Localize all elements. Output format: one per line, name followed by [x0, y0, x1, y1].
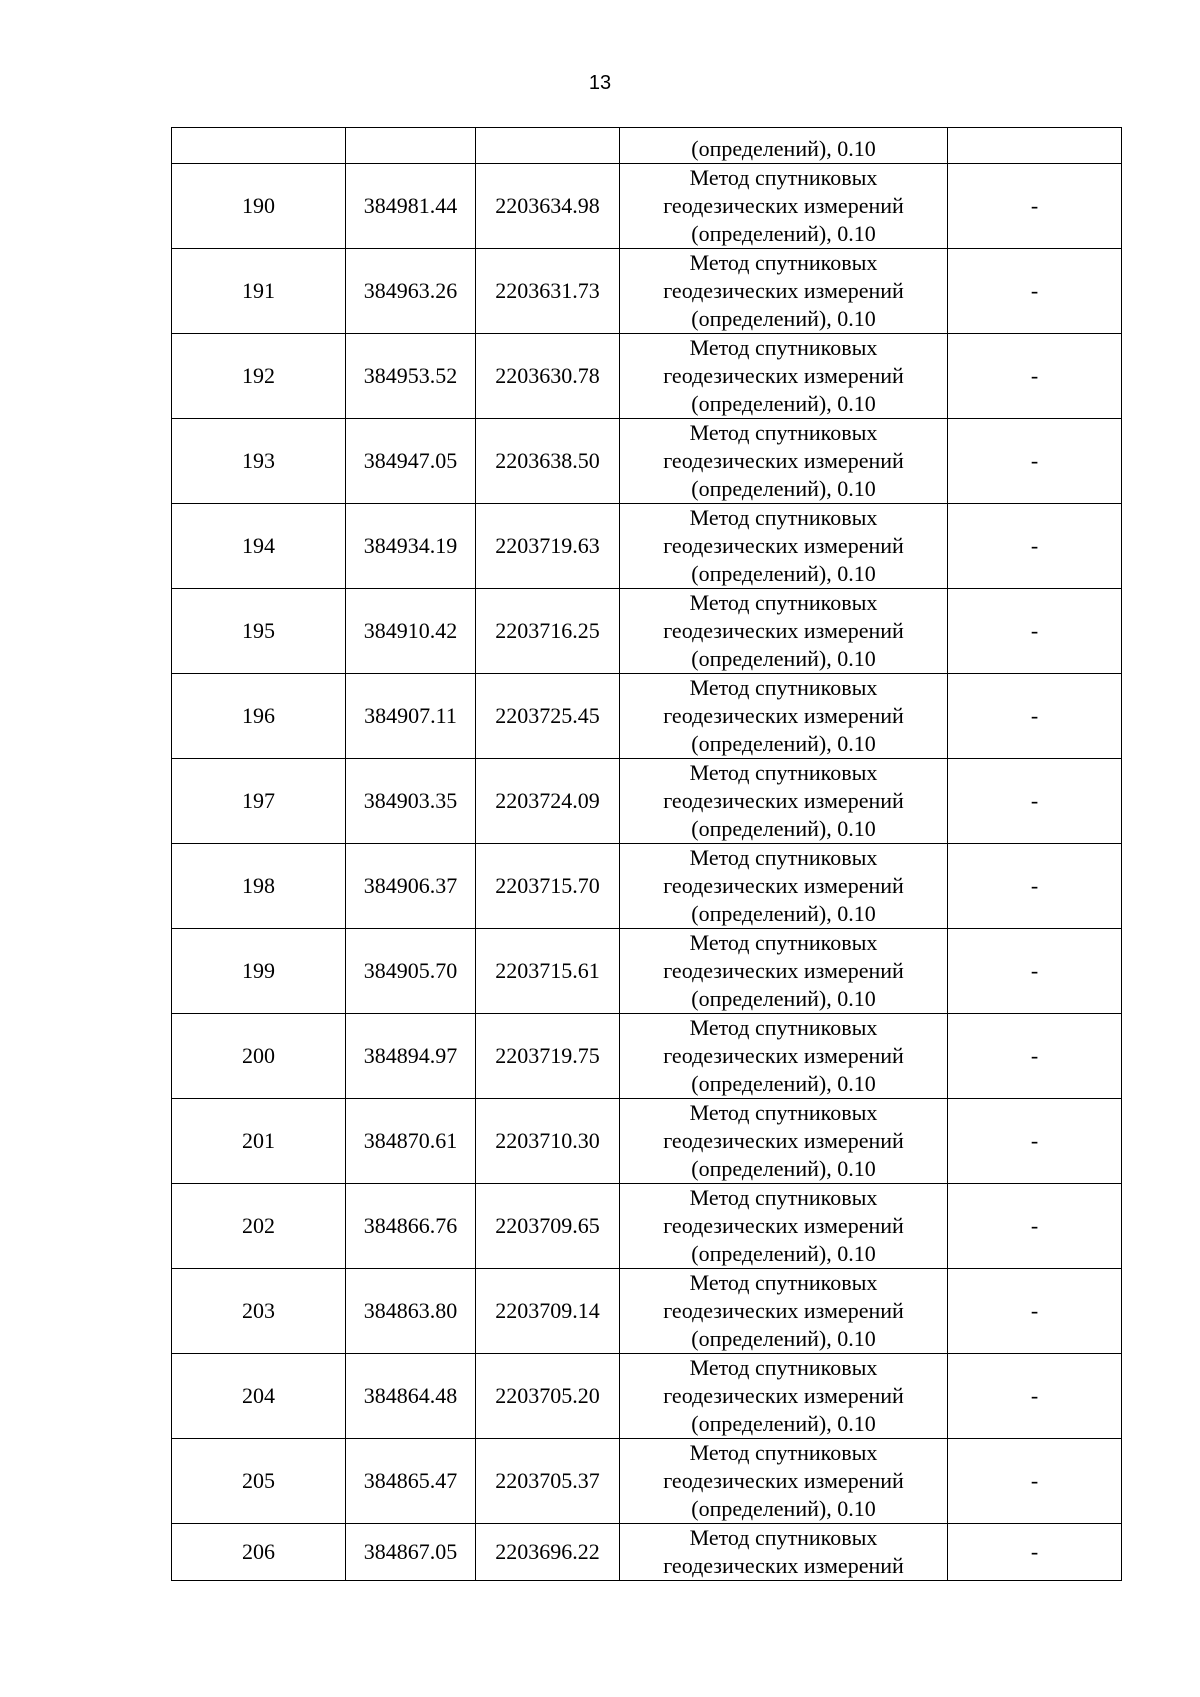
cell-x: 384947.05	[346, 419, 476, 504]
cell-x: 384953.52	[346, 334, 476, 419]
method-line: (определений), 0.10	[691, 646, 876, 671]
method-line: геодезических измерений	[663, 1213, 904, 1238]
cell-x: 384863.80	[346, 1269, 476, 1354]
cell-method	[620, 504, 948, 589]
cell-point-number: 205	[172, 1439, 346, 1524]
method-line: Метод спутниковых	[689, 675, 878, 700]
cell-method	[620, 1269, 948, 1354]
table-row-continued	[172, 128, 1122, 164]
method-line: (определений), 0.10	[691, 1411, 876, 1436]
coordinates-table	[171, 127, 1122, 1581]
cell-note	[948, 128, 1122, 164]
cell-method	[620, 759, 948, 844]
cell-x: 384934.19	[346, 504, 476, 589]
method-line: (определений), 0.10	[691, 731, 876, 756]
method-line: Метод спутниковых	[689, 1355, 878, 1380]
cell-y: 2203709.65	[476, 1184, 620, 1269]
method-line: (определений), 0.10	[691, 1326, 876, 1351]
method-line: геодезических измерений	[663, 788, 904, 813]
table-row	[172, 419, 1122, 504]
cell-x: 384867.05	[346, 1524, 476, 1581]
method-line: геодезических измерений	[663, 1128, 904, 1153]
cell-method	[620, 1099, 948, 1184]
method-line: геодезических измерений	[663, 1553, 904, 1578]
cell-y: 2203631.73	[476, 249, 620, 334]
table-row	[172, 504, 1122, 589]
cell-x: 384906.37	[346, 844, 476, 929]
cell-x: 384910.42	[346, 589, 476, 674]
cell-x: 384905.70	[346, 929, 476, 1014]
cell-point-number: 204	[172, 1354, 346, 1439]
cell-point-number	[172, 128, 346, 164]
cell-y: 2203724.09	[476, 759, 620, 844]
method-line: (определений), 0.10	[691, 391, 876, 416]
cell-y: 2203719.75	[476, 1014, 620, 1099]
cell-method	[620, 1354, 948, 1439]
cell-x: 384907.11	[346, 674, 476, 759]
cell-method	[620, 674, 948, 759]
method-line: Метод спутниковых	[689, 1185, 878, 1210]
cell-method	[620, 844, 948, 929]
cell-method	[620, 249, 948, 334]
cell-note: -	[948, 844, 1122, 929]
method-line: геодезических измерений	[663, 363, 904, 388]
cell-note: -	[948, 1354, 1122, 1439]
method-line: геодезических измерений	[663, 448, 904, 473]
cell-point-number: 193	[172, 419, 346, 504]
method-line: Метод спутниковых	[689, 760, 878, 785]
cell-point-number: 194	[172, 504, 346, 589]
cell-note: -	[948, 1269, 1122, 1354]
cell-point-number: 190	[172, 164, 346, 249]
method-line: (определений), 0.10	[691, 476, 876, 501]
table-row	[172, 1439, 1122, 1524]
page-number: 13	[588, 72, 612, 94]
cell-x: 384894.97	[346, 1014, 476, 1099]
cell-point-number: 203	[172, 1269, 346, 1354]
cell-point-number: 195	[172, 589, 346, 674]
cell-y: 2203710.30	[476, 1099, 620, 1184]
cell-y: 2203630.78	[476, 334, 620, 419]
method-line: Метод спутниковых	[689, 505, 878, 530]
method-line: (определений), 0.10	[691, 561, 876, 586]
method-line: (определений), 0.10	[691, 1156, 876, 1181]
cell-note: -	[948, 334, 1122, 419]
method-line: Метод спутниковых	[689, 1015, 878, 1040]
cell-y: 2203715.61	[476, 929, 620, 1014]
table-row	[172, 1014, 1122, 1099]
cell-note: -	[948, 249, 1122, 334]
cell-y	[476, 128, 620, 164]
method-line: геодезических измерений	[663, 1383, 904, 1408]
table-row-partial	[172, 1524, 1122, 1581]
cell-method	[620, 1524, 948, 1581]
cell-y: 2203716.25	[476, 589, 620, 674]
cell-point-number: 198	[172, 844, 346, 929]
method-line: Метод спутниковых	[689, 590, 878, 615]
cell-point-number: 197	[172, 759, 346, 844]
method-line: геодезических измерений	[663, 193, 904, 218]
cell-note: -	[948, 1439, 1122, 1524]
cell-note: -	[948, 759, 1122, 844]
cell-point-number: 191	[172, 249, 346, 334]
method-line: Метод спутниковых	[689, 165, 878, 190]
method-line: Метод спутниковых	[689, 335, 878, 360]
cell-y: 2203638.50	[476, 419, 620, 504]
method-line: геодезических измерений	[663, 703, 904, 728]
method-line: Метод спутниковых	[689, 1525, 878, 1550]
cell-point-number: 200	[172, 1014, 346, 1099]
method-line: Метод спутниковых	[689, 1440, 878, 1465]
table-row	[172, 249, 1122, 334]
cell-y: 2203705.37	[476, 1439, 620, 1524]
cell-method	[620, 164, 948, 249]
method-line: геодезических измерений	[663, 278, 904, 303]
cell-method	[620, 1184, 948, 1269]
cell-point-number: 201	[172, 1099, 346, 1184]
table-row	[172, 674, 1122, 759]
cell-note: -	[948, 1099, 1122, 1184]
method-line: геодезических измерений	[663, 873, 904, 898]
cell-note: -	[948, 504, 1122, 589]
cell-note: -	[948, 1184, 1122, 1269]
cell-x	[346, 128, 476, 164]
table-row	[172, 589, 1122, 674]
method-line: Метод спутниковых	[689, 250, 878, 275]
cell-note: -	[948, 674, 1122, 759]
cell-x: 384963.26	[346, 249, 476, 334]
cell-x: 384870.61	[346, 1099, 476, 1184]
cell-point-number: 202	[172, 1184, 346, 1269]
method-line: геодезических измерений	[663, 1043, 904, 1068]
table-row	[172, 334, 1122, 419]
method-line: геодезических измерений	[663, 533, 904, 558]
cell-method	[620, 334, 948, 419]
method-line: (определений), 0.10	[691, 816, 876, 841]
table-row	[172, 164, 1122, 249]
cell-method	[620, 419, 948, 504]
method-line: (определений), 0.10	[691, 1071, 876, 1096]
cell-note: -	[948, 1524, 1122, 1581]
method-line: геодезических измерений	[663, 1298, 904, 1323]
method-line: Метод спутниковых	[689, 420, 878, 445]
cell-y: 2203715.70	[476, 844, 620, 929]
method-line: Метод спутниковых	[689, 1100, 878, 1125]
method-line: геодезических измерений	[663, 1468, 904, 1493]
cell-note: -	[948, 1014, 1122, 1099]
cell-x: 384903.35	[346, 759, 476, 844]
cell-point-number: 199	[172, 929, 346, 1014]
method-line: геодезических измерений	[663, 618, 904, 643]
cell-method	[620, 589, 948, 674]
cell-y: 2203696.22	[476, 1524, 620, 1581]
method-line: (определений), 0.10	[691, 306, 876, 331]
cell-y: 2203725.45	[476, 674, 620, 759]
cell-y: 2203634.98	[476, 164, 620, 249]
cell-method	[620, 1014, 948, 1099]
cell-x: 384864.48	[346, 1354, 476, 1439]
cell-point-number: 192	[172, 334, 346, 419]
method-line: (определений), 0.10	[691, 1241, 876, 1266]
cell-note: -	[948, 164, 1122, 249]
cell-method	[620, 1439, 948, 1524]
cell-method: (определений), 0.10	[620, 128, 948, 164]
method-line: (определений), 0.10	[691, 221, 876, 246]
table-row	[172, 1354, 1122, 1439]
table-row	[172, 759, 1122, 844]
cell-y: 2203709.14	[476, 1269, 620, 1354]
table-row	[172, 1184, 1122, 1269]
cell-x: 384981.44	[346, 164, 476, 249]
cell-y: 2203705.20	[476, 1354, 620, 1439]
cell-note: -	[948, 419, 1122, 504]
table-row	[172, 844, 1122, 929]
method-line: Метод спутниковых	[689, 845, 878, 870]
table-row	[172, 1099, 1122, 1184]
cell-method	[620, 929, 948, 1014]
cell-note: -	[948, 929, 1122, 1014]
cell-x: 384866.76	[346, 1184, 476, 1269]
cell-x: 384865.47	[346, 1439, 476, 1524]
method-line: (определений), 0.10	[691, 901, 876, 926]
table-row	[172, 1269, 1122, 1354]
method-line: (определений), 0.10	[691, 1496, 876, 1521]
table-row	[172, 929, 1122, 1014]
cell-point-number: 206	[172, 1524, 346, 1581]
method-line: Метод спутниковых	[689, 1270, 878, 1295]
method-line: геодезических измерений	[663, 958, 904, 983]
cell-y: 2203719.63	[476, 504, 620, 589]
cell-note: -	[948, 589, 1122, 674]
method-line: (определений), 0.10	[691, 986, 876, 1011]
cell-point-number: 196	[172, 674, 346, 759]
method-line: Метод спутниковых	[689, 930, 878, 955]
